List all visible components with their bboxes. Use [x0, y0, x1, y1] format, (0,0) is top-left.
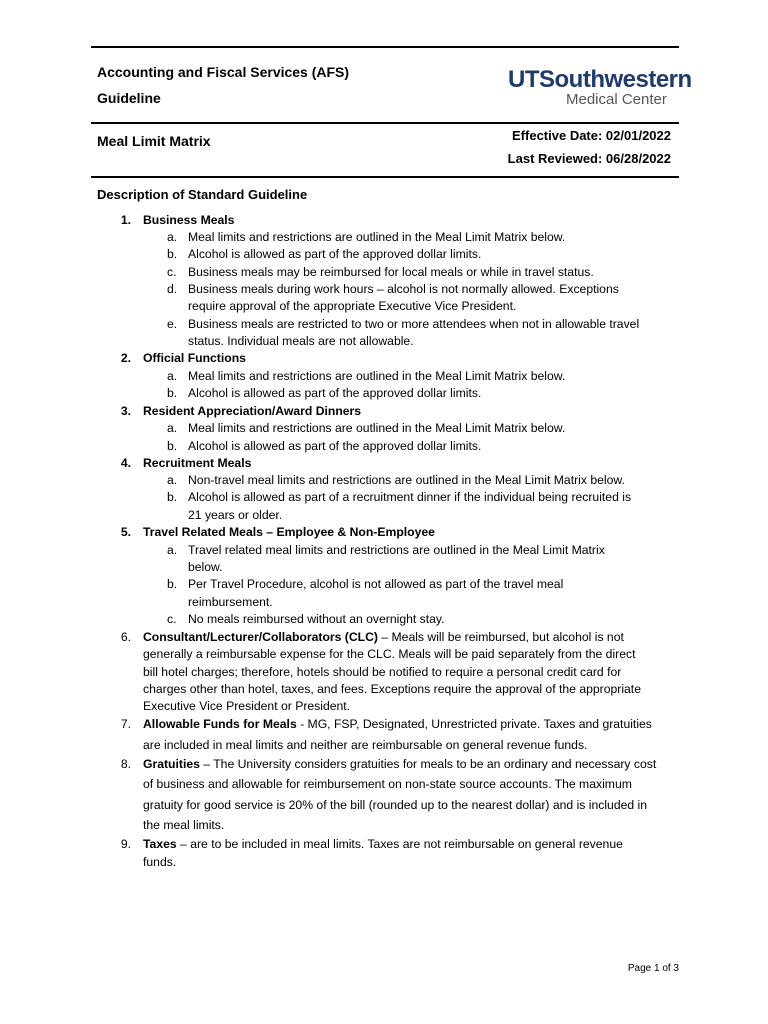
- item-number: 8.: [120, 757, 131, 771]
- sub-letter: b.: [167, 386, 178, 400]
- page-number: Page 1 of 3: [627, 963, 679, 974]
- sub-text: Business meals during work hours – alcohol is not normally allowed. Exceptions: [188, 282, 619, 296]
- paragraph-line: of business and allowable for reimbursement on non-state source accounts. The maximum: [143, 777, 632, 791]
- sub-letter: e.: [167, 317, 178, 331]
- sub-text: reimbursement.: [188, 595, 273, 609]
- sub-text: Meal limits and restrictions are outlined in the Meal Limit Matrix below.: [188, 230, 566, 244]
- item-number: 9.: [120, 837, 131, 851]
- sub-text: Travel related meal limits and restrictions are outlined in the Meal Limit Matrix: [188, 543, 605, 557]
- last-reviewed: Last Reviewed: 06/28/2022: [507, 151, 671, 166]
- effective-date: Effective Date: 02/01/2022: [512, 128, 671, 143]
- item-number: 1.: [120, 213, 131, 227]
- paragraph-line: generally a reimbursable expense for the CLC. Meals will be paid separately from the direct: [143, 647, 636, 661]
- sub-letter: b.: [167, 247, 178, 261]
- logo-southwestern: Southwestern: [539, 66, 692, 93]
- sub-letter: a.: [167, 473, 178, 487]
- paragraph-text: – are to be included in meal limits. Taxes are not reimbursable on general revenue: [176, 837, 623, 851]
- sub-letter: b.: [167, 490, 178, 504]
- logo-ut: UT: [508, 66, 539, 93]
- sub-text: 21 years or older.: [188, 508, 283, 522]
- sub-text: Non-travel meal limits and restrictions are outlined in the Meal Limit Matrix below.: [188, 473, 625, 487]
- sub-letter: b.: [167, 577, 178, 591]
- sub-letter: d.: [167, 282, 178, 296]
- paragraph-text: - MG, FSP, Designated, Unrestricted private. Taxes and gratuities: [296, 717, 652, 731]
- header-top-rule: [91, 46, 679, 48]
- sub-text: Alcohol is allowed as part of the approved dollar limits.: [188, 386, 482, 400]
- paragraph-text: – The University considers gratuities for meals to be an ordinary and necessary cost: [199, 757, 657, 771]
- sub-letter: c.: [167, 612, 177, 626]
- sub-text: Alcohol is allowed as part of a recruitment dinner if the individual being recruited is: [188, 490, 632, 504]
- item-title: Official Functions: [143, 351, 246, 365]
- header-bottom-rule: [91, 176, 679, 178]
- paragraph-bold-lead: Allowable Funds for Meals: [143, 717, 297, 731]
- logo-wordmark: [508, 66, 692, 94]
- item-title: Business Meals: [143, 213, 235, 227]
- paragraph-line: gratuity for good service is 20% of the bill (rounded up to the nearest dollar) and is included in: [143, 798, 648, 812]
- sub-text: require approval of the appropriate Executive Vice President.: [188, 299, 517, 313]
- paragraph-line: funds.: [143, 855, 177, 869]
- item-number: 2.: [120, 351, 131, 365]
- paragraph-line: [143, 716, 652, 733]
- paragraph-line: the meal limits.: [143, 818, 225, 832]
- paragraph-text: – Meals will be reimbursed, but alcohol is not: [377, 630, 624, 644]
- sub-letter: a.: [167, 230, 178, 244]
- sub-letter: a.: [167, 369, 178, 383]
- paragraph-line: are included in meal limits and neither are reimbursable on general revenue funds.: [143, 738, 588, 752]
- paragraph-bold-lead: Gratuities: [143, 757, 200, 771]
- paragraph-line: bill hotel charges; therefore, hotels should be notified to require a personal credit card for: [143, 665, 622, 679]
- sub-text: Meal limits and restrictions are outlined in the Meal Limit Matrix below.: [188, 369, 566, 383]
- org-title-line1: Accounting and Fiscal Services (AFS): [97, 64, 350, 80]
- paragraph-line: charges other than hotel, taxes, and fees. Exceptions require the approval of the appropriate: [143, 682, 641, 696]
- paragraph-line: [143, 756, 656, 773]
- paragraph-line: [143, 629, 624, 646]
- paragraph-line: [143, 836, 623, 853]
- item-number: 6.: [120, 630, 131, 644]
- sub-text: Alcohol is allowed as part of the approved dollar limits.: [188, 247, 482, 261]
- section-title: Description of Standard Guideline: [97, 187, 308, 202]
- org-title-line2: Guideline: [97, 90, 161, 106]
- header-middle-rule: [91, 122, 679, 124]
- paragraph-bold-lead: Consultant/Lecturer/Collaborators (CLC): [143, 630, 378, 644]
- sub-text: No meals reimbursed without an overnight stay.: [188, 612, 445, 626]
- item-number: 4.: [120, 456, 131, 470]
- doc-title: Meal Limit Matrix: [97, 133, 211, 149]
- sub-text: Per Travel Procedure, alcohol is not allowed as part of the travel meal: [188, 577, 564, 591]
- sub-text: Alcohol is allowed as part of the approved dollar limits.: [188, 439, 482, 453]
- sub-text: Business meals are restricted to two or more attendees when not in allowable travel: [188, 317, 640, 331]
- sub-text: below.: [188, 560, 223, 574]
- paragraph-bold-lead: Taxes: [143, 837, 177, 851]
- item-title: Recruitment Meals: [143, 456, 252, 470]
- sub-letter: b.: [167, 439, 178, 453]
- item-title: Travel Related Meals – Employee & Non-Employee: [143, 525, 435, 539]
- sub-text: Meal limits and restrictions are outlined in the Meal Limit Matrix below.: [188, 421, 566, 435]
- sub-letter: c.: [167, 265, 177, 279]
- sub-letter: a.: [167, 421, 178, 435]
- paragraph-line: Executive Vice President or President.: [143, 699, 351, 713]
- item-title: Resident Appreciation/Award Dinners: [143, 404, 362, 418]
- sub-text: Business meals may be reimbursed for local meals or while in travel status.: [188, 265, 594, 279]
- logo-medical-center: Medical Center: [566, 91, 667, 108]
- item-number: 3.: [120, 404, 131, 418]
- item-number: 7.: [120, 717, 131, 731]
- item-number: 5.: [120, 525, 131, 539]
- sub-text: status. Individual meals are not allowable.: [188, 334, 414, 348]
- sub-letter: a.: [167, 543, 178, 557]
